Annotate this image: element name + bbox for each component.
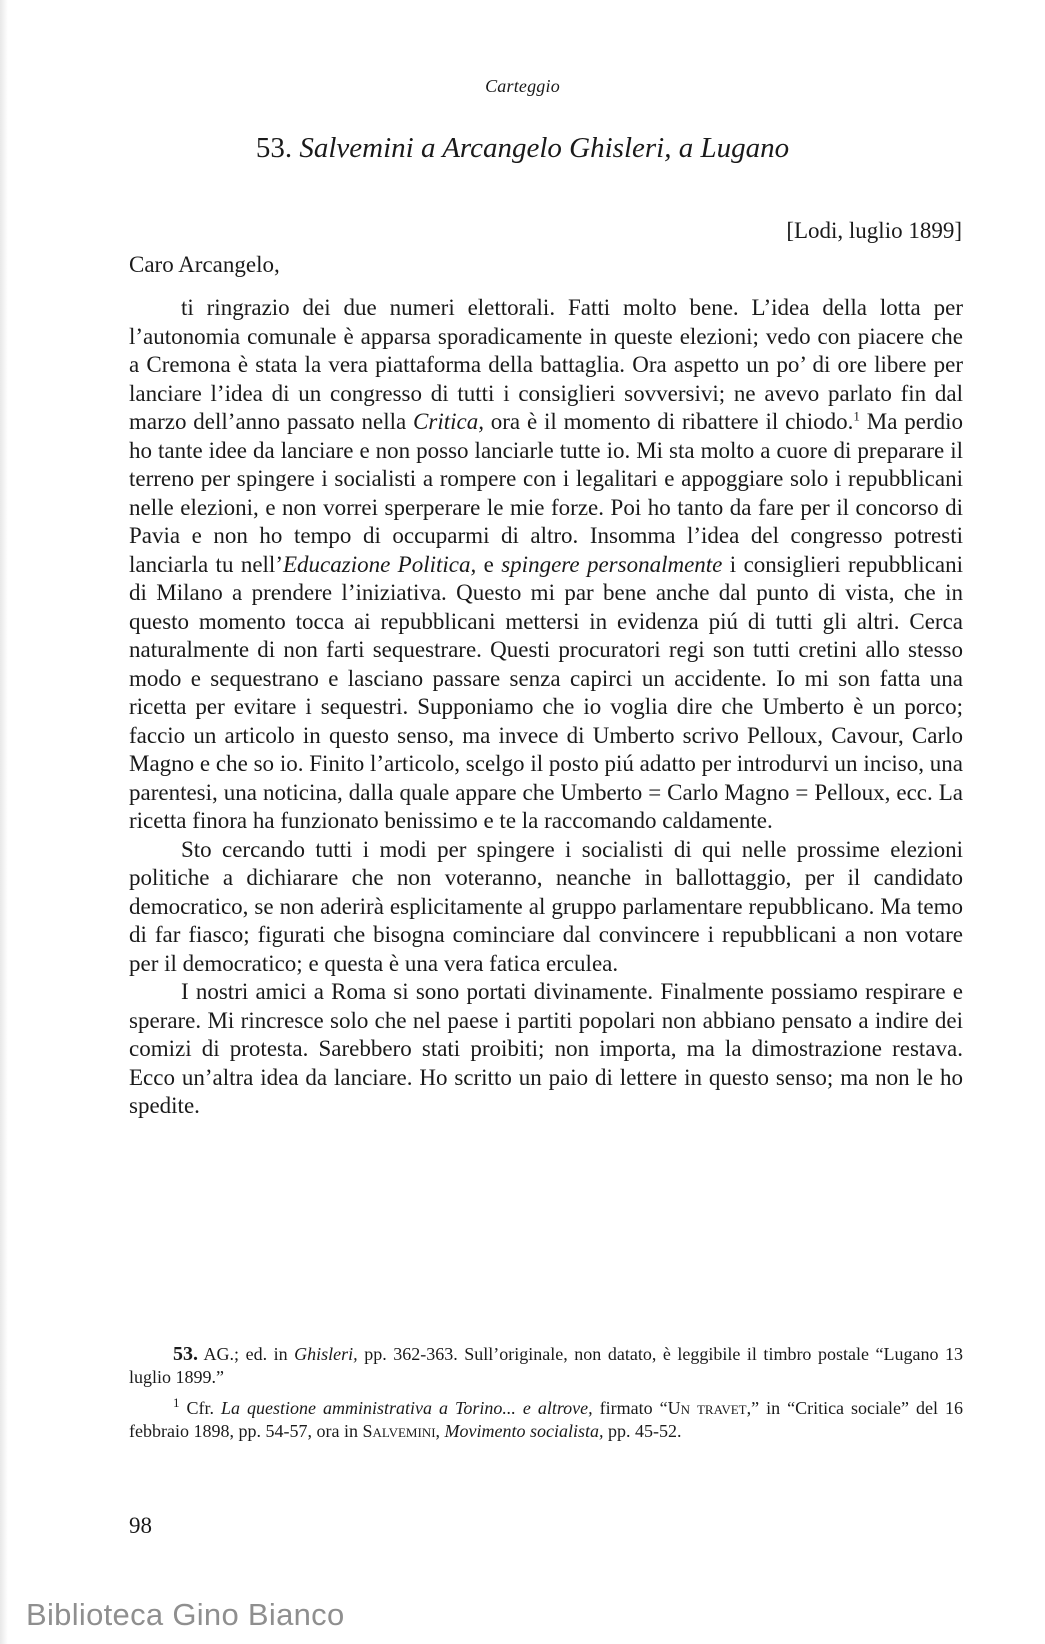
critica-title: Critica, — [413, 409, 484, 434]
letter-number: 53. — [255, 132, 293, 164]
library-watermark: Biblioteca Gino Bianco — [26, 1597, 345, 1632]
footnote-1: $^1$ Cfr. La questione amministrativa a Torino... e altrove, firmato “Un travet,” in “Critica sociale” del 16 febbraio 1898, pp. 54-57, ora in Salvemini, Movimento socialista, pp. 45-52. — [129, 1395, 963, 1441]
paragraph-3: I nostri amici a Roma si sono portati divinamente. Finalmente possiamo respirare e sperare. Mi rincresce solo che nel paese i partiti popolari non abbiano pensato a indire dei comizi di protesta. Sarebbero stati proibiti; non importa, ma la dimostrazione restava. Ecco un’altra idea da lanciare. Ho scritto un paio di lettere in questo senso; ma non le ho spedite. — [129, 979, 963, 1118]
letter-heading — [0, 132, 1045, 165]
footnote-1-number: 1 — [173, 1395, 180, 1410]
educazione-title: Educazione Politica, — [282, 551, 477, 577]
footnotes — [129, 1343, 963, 1451]
footnote-53-number: 53. — [173, 1343, 198, 1365]
running-head: Carteggio — [485, 76, 560, 96]
footnote-ref-1: 1 — [853, 408, 860, 424]
salutation: Caro Arcangelo, — [129, 252, 280, 277]
paragraph-2: Sto cercando tutti i modi per spingere i socialisti di qui nelle prossime elezioni politiche a dichiarare che non voteranno, neanche in ballottaggio, per il candidato democratico, se non aderirà esplicitamente al gruppo parlamentare repubblicano. Ma temo di far fiasco; figurati che bisogna cominciare dal convincere i repubblicani a non votare per il democratico; e questa è una vera fatica erculea. — [129, 836, 963, 976]
dateline: [Lodi, luglio 1899] — [786, 218, 962, 243]
page-edge-shadow — [0, 0, 8, 1644]
footnote-53: 53. AG.; ed. in Ghisleri, pp. 362-363. Sull’originale, non datato, è leggibile il timbro postale “Lugano 13 luglio 1899.” — [129, 1343, 964, 1387]
paragraph-1: ti ringrazio dei due numeri elettorali. Fatti molto bene. L’idea della lotta per l’autonomia comunale è apparsa sporadicamente in queste elezioni; vedo con piacere che a Cremona è stata la vera piattaforma della battaglia. Ora aspetto un po’ di ore libere per lanciare l’idea di un congresso di tutti i consiglieri sovversivi; ne avevo parlato fin dal marzo dell’anno passato nella Critica, ora è il momento di ribattere il chiodo.$^1$ Ma perdio ho tante idee da lanciare e non posso lanciarle tutte io. Mi sta molto a cuore di preparare il terreno per spingere i socialisti a rompere con i legalitari e appoggiare solo i repubblicani nelle elezioni, e non vorrei sperperare le mie forze. Poi ho tanto da fare per il concorso di Pavia e non ho tempo di occuparmi di altro. Insomma l’idea del congresso potresti lanciarla tu nell’Educazione Politica, e spingere personalmente i consiglieri repubblicani di Milano a prendere l’iniziativa. Questo mi par bene anche dal punto di vista, che in questo momento tocca ai repubblicani mettersi in evidenza piú di tutti gli altri. Cerca naturalmente di non farti sequestrare. Questi procuratori regi son tutti cretini allo stesso modo e sequestrano e lasciano passare senza capirci un accidente. Io mi son fatta una ricetta per evitare i sequestri. Supponiamo che io voglia dire che Umberto è un porco; faccio un articolo in questo senso, ma invece di Umberto scrivo Pelloux, Cavour, Carlo Magno e che so io. Finito l’articolo, scelgo il posto piú adatto per introdurvi un inciso, una parentesi, una noticina, dalla quale appare che Umberto = Carlo Magno = Pelloux, ecc. La ricetta finora ha funzionato benissimo e te la raccomando caldamente. — [129, 295, 963, 833]
letter-body — [129, 294, 963, 1121]
page-number: 98 — [129, 1513, 152, 1538]
letter-title: Salvemini a Arcangelo Ghisleri, a Lugano — [299, 132, 790, 164]
emphasis-spingere: spingere personalmente — [501, 551, 723, 577]
